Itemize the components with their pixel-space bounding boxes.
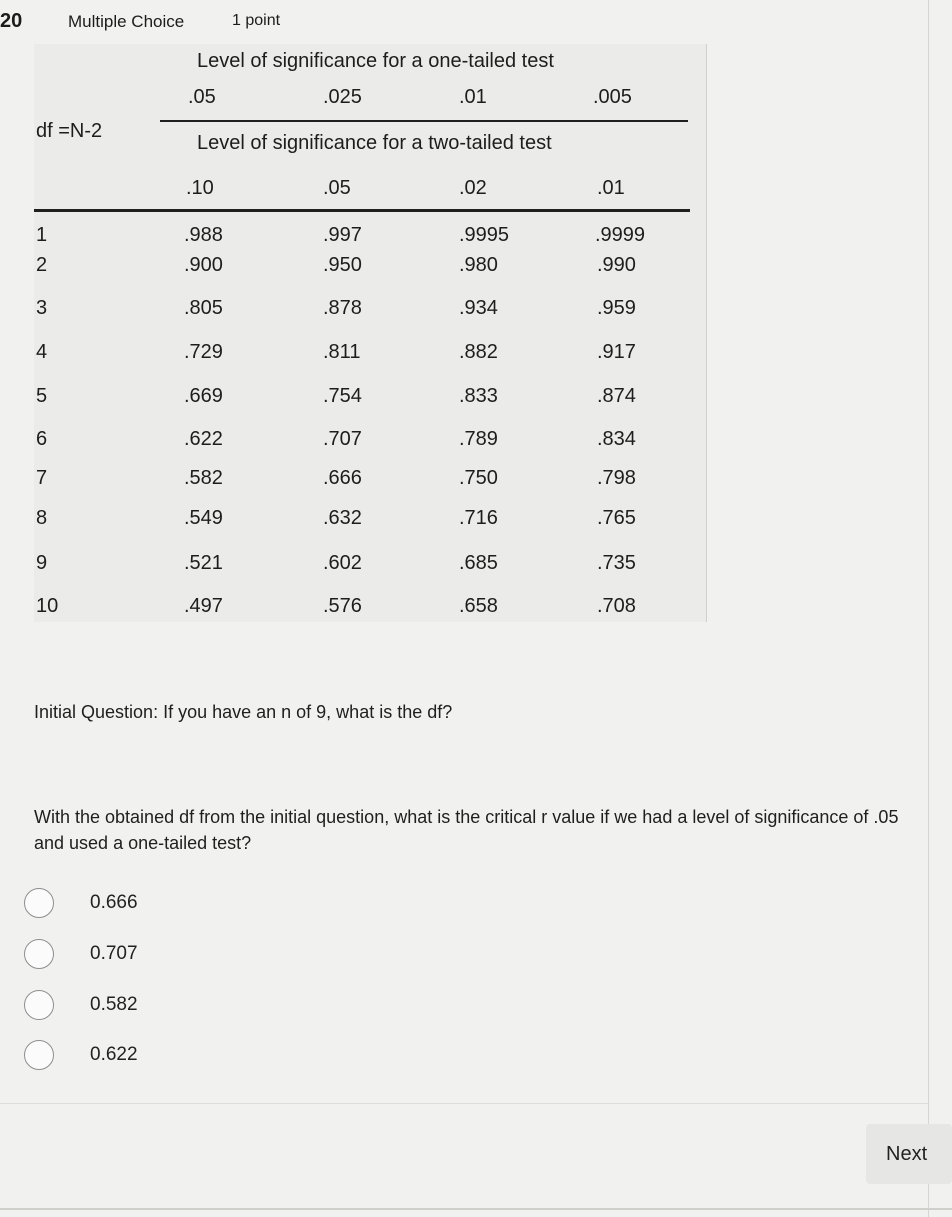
row-value: .707 (323, 428, 362, 450)
question-number: 20 (0, 10, 23, 32)
two-tailed-level-4: .01 (597, 177, 625, 199)
row-value: .602 (323, 552, 362, 574)
df-label: df =N-2 (36, 120, 103, 142)
two-tailed-level-3: .02 (459, 177, 487, 199)
row-value: .980 (459, 254, 498, 276)
next-button[interactable]: Next (866, 1124, 952, 1184)
row-value: .811 (323, 341, 361, 363)
row-value: .576 (323, 595, 362, 617)
row-df: 1 (36, 224, 48, 246)
page-edge-rule (928, 0, 929, 1217)
row-df: 5 (36, 385, 48, 407)
one-tailed-title: Level of significance for a one-tailed test (197, 50, 554, 72)
one-tailed-level-2: .025 (323, 86, 362, 108)
one-tailed-level-3: .01 (459, 86, 487, 108)
critical-values-table (34, 44, 707, 622)
row-value: .959 (597, 297, 636, 319)
answer-label: 0.582 (90, 994, 138, 1015)
row-value: .990 (597, 254, 636, 276)
row-value: .9995 (459, 224, 510, 246)
row-value: .874 (597, 385, 636, 407)
radio-button[interactable] (24, 939, 54, 969)
radio-button[interactable] (24, 1040, 54, 1070)
row-value: .798 (597, 467, 636, 489)
row-df: 8 (36, 507, 48, 529)
row-value: .789 (459, 428, 498, 450)
row-value: .582 (184, 467, 223, 489)
row-value: .878 (323, 297, 362, 319)
row-value: .622 (184, 428, 223, 450)
main-question: With the obtained df from the initial question, what is the critical r value if we had a level of significance of .05 and used a one-tailed test? (34, 807, 899, 853)
row-value: .735 (597, 552, 636, 574)
bottom-rule (0, 1208, 952, 1210)
initial-question: Initial Question: If you have an n of 9, what is the df? (34, 702, 453, 722)
row-value: .900 (184, 254, 223, 276)
question-points: 1 point (232, 12, 281, 29)
row-value: .497 (184, 595, 223, 617)
header-rule (160, 120, 688, 122)
row-value: .750 (459, 467, 498, 489)
row-value: .9999 (595, 224, 646, 246)
row-df: 9 (36, 552, 48, 574)
row-value: .658 (459, 595, 498, 617)
answer-option-1[interactable] (24, 888, 138, 918)
row-value: .950 (323, 254, 362, 276)
row-df: 4 (36, 341, 48, 363)
answer-label: 0.622 (90, 1044, 138, 1065)
row-value: .521 (184, 552, 223, 574)
two-tailed-title: Level of significance for a two-tailed test (197, 132, 552, 154)
row-df: 6 (36, 428, 48, 450)
row-value: .988 (184, 224, 223, 246)
radio-button[interactable] (24, 888, 54, 918)
answer-option-2[interactable] (24, 939, 138, 969)
row-value: .765 (597, 507, 636, 529)
row-value: .549 (184, 507, 223, 529)
one-tailed-level-4: .005 (593, 86, 632, 108)
row-value: .833 (459, 385, 498, 407)
row-df: 10 (36, 595, 59, 617)
row-df: 7 (36, 467, 48, 489)
row-value: .882 (459, 341, 498, 363)
row-value: .708 (597, 595, 636, 617)
row-value: .997 (323, 224, 362, 246)
two-tailed-level-1: .10 (186, 177, 214, 199)
row-df: 3 (36, 297, 48, 319)
footer-divider (0, 1103, 928, 1104)
row-value: .934 (459, 297, 498, 319)
question-type: Multiple Choice (68, 12, 185, 31)
row-value: .917 (597, 341, 636, 363)
row-value: .754 (323, 385, 362, 407)
one-tailed-level-1: .05 (188, 86, 216, 108)
answer-option-4[interactable] (24, 1040, 138, 1070)
table-top-rule (34, 209, 690, 212)
row-value: .669 (184, 385, 223, 407)
row-df: 2 (36, 254, 48, 276)
row-value: .729 (184, 341, 223, 363)
row-value: .834 (597, 428, 636, 450)
row-value: .666 (323, 467, 362, 489)
two-tailed-level-2: .05 (323, 177, 351, 199)
answer-label: 0.666 (90, 892, 138, 913)
answer-option-3[interactable] (24, 990, 138, 1020)
row-value: .632 (323, 507, 362, 529)
answer-label: 0.707 (90, 943, 138, 964)
row-value: .685 (459, 552, 498, 574)
row-value: .805 (184, 297, 223, 319)
radio-button[interactable] (24, 990, 54, 1020)
row-value: .716 (459, 507, 498, 529)
